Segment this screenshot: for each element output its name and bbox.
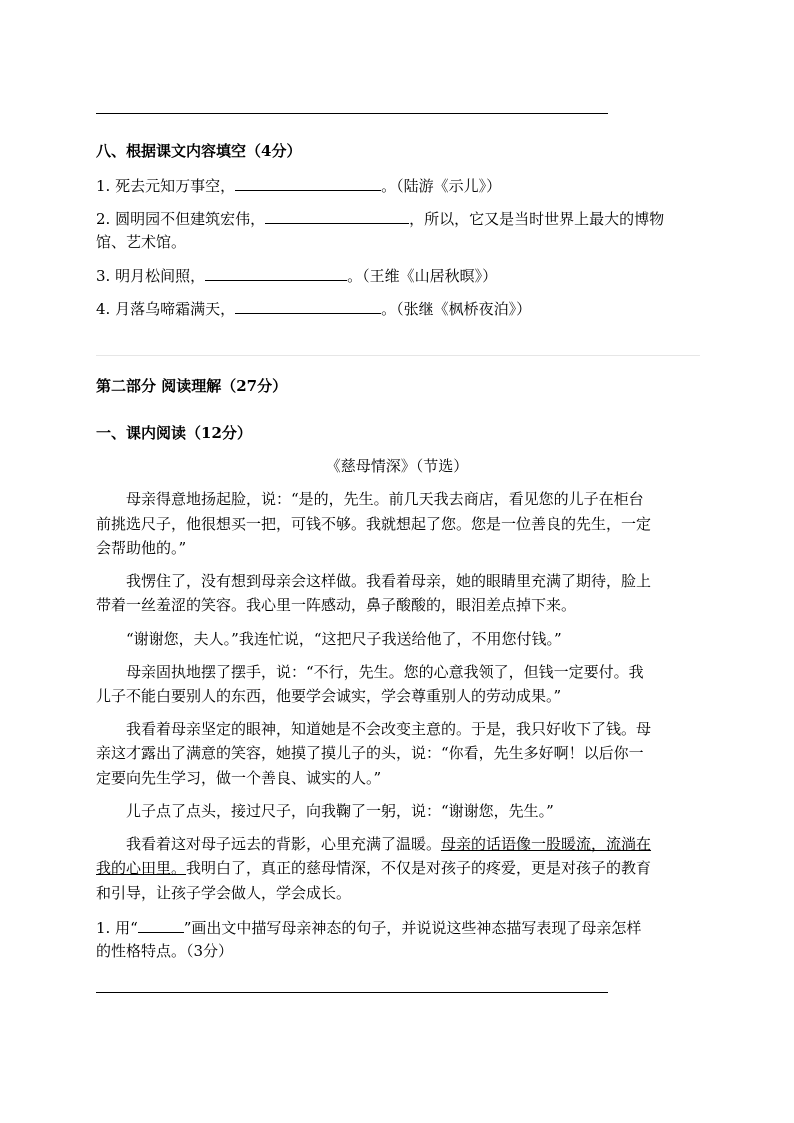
passage-line: 我愣住了，没有想到母亲会这样做。我看着母亲，她的眼睛里充满了期待，脸上: [126, 572, 652, 590]
mark-blank: [138, 917, 184, 933]
answer-blank[interactable]: [235, 175, 381, 191]
passage-line: 母亲得意地扬起脸，说：“是的，先生。前几天我去商店，看见您的儿子在柜台: [126, 490, 644, 508]
section-divider: [96, 355, 700, 356]
fill-item-2-cont: 馆、艺术馆。: [96, 233, 187, 251]
answer-blank[interactable]: [205, 265, 347, 281]
section8-heading: 八、根据课文内容填空（4分）: [96, 142, 302, 160]
passage-line: 带着一丝羞涩的笑容。我心里一阵感动，鼻子酸酸的，眼泪差点掉下来。: [96, 596, 577, 614]
fill-item-3: 3. 明月松间照， 。（王维《山居秋暝》）: [96, 267, 498, 285]
answer-blank[interactable]: [265, 208, 409, 224]
passage-title: 《慈母情深》（节选）: [325, 457, 469, 475]
passage-line: 母亲固执地摆了摆手，说：“不行，先生。您的心意我领了，但钱一定要付。我: [126, 663, 644, 681]
passage-line: 我的心田里。我明白了，真正的慈母情深，不仅是对孩子的疼爱，更是对孩子的教育: [96, 859, 652, 877]
passage-line: 我看着母亲坚定的眼神，知道她是不会改变主意的。于是，我只好收下了钱。母: [126, 720, 652, 738]
question-1: 1. 用“ ”画出文中描写母亲神态的句子，并说说这些神态描写表现了母亲怎样: [96, 919, 642, 937]
passage-line: “谢谢您，夫人。”我连忙说，“这把尺子我送给他了，不用您付钱。”: [126, 630, 562, 648]
underlined-sentence: 母亲的话语像一股暖流，流淌在: [441, 835, 652, 853]
question-1-cont: 的性格特点。（3分）: [96, 942, 234, 960]
passage-line: 我看着这对母子远去的背影，心里充满了温暖。母亲的话语像一股暖流，流淌在: [126, 835, 652, 853]
underlined-sentence: 我的心田里。: [96, 859, 187, 877]
passage-line: 和引导，让孩子学会做人，学会成长。: [96, 884, 352, 902]
fill-item-1: 1. 死去元知万事空， 。（陆游《示儿》）: [96, 177, 502, 195]
fill-item-2: 2. 圆明园不但建筑宏伟， ，所以，它又是当时世界上最大的博物: [96, 210, 665, 228]
passage-line: 儿子不能白要别人的东西，他要学会诚实，学会尊重别人的劳动成果。”: [96, 687, 562, 705]
passage-line: 儿子点了点头，接过尺子，向我鞠了一躬，说：“谢谢您，先生。”: [126, 802, 554, 820]
fill-item-4: 4. 月落乌啼霜满天， 。（张继《枫桥夜泊》）: [96, 300, 532, 318]
answer-line-top: [96, 113, 608, 114]
reading-heading: 一、课内阅读（12分）: [96, 424, 252, 442]
passage-line: 亲这才露出了满意的笑容，她摸了摸儿子的头，说：“你看，先生多好啊！以后你一: [96, 744, 644, 762]
passage-line: 前挑选尺子，他很想买一把，可钱不够。我就想起了您。您是一位善良的先生，一定: [96, 515, 652, 533]
answer-blank[interactable]: [235, 298, 381, 314]
passage-line: 会帮助他的。”: [96, 539, 187, 557]
part2-heading: 第二部分 阅读理解（27分）: [96, 377, 288, 395]
passage-line: 定要向先生学习，做一个善良、诚实的人。”: [96, 769, 382, 787]
answer-line-bottom[interactable]: [96, 992, 608, 993]
